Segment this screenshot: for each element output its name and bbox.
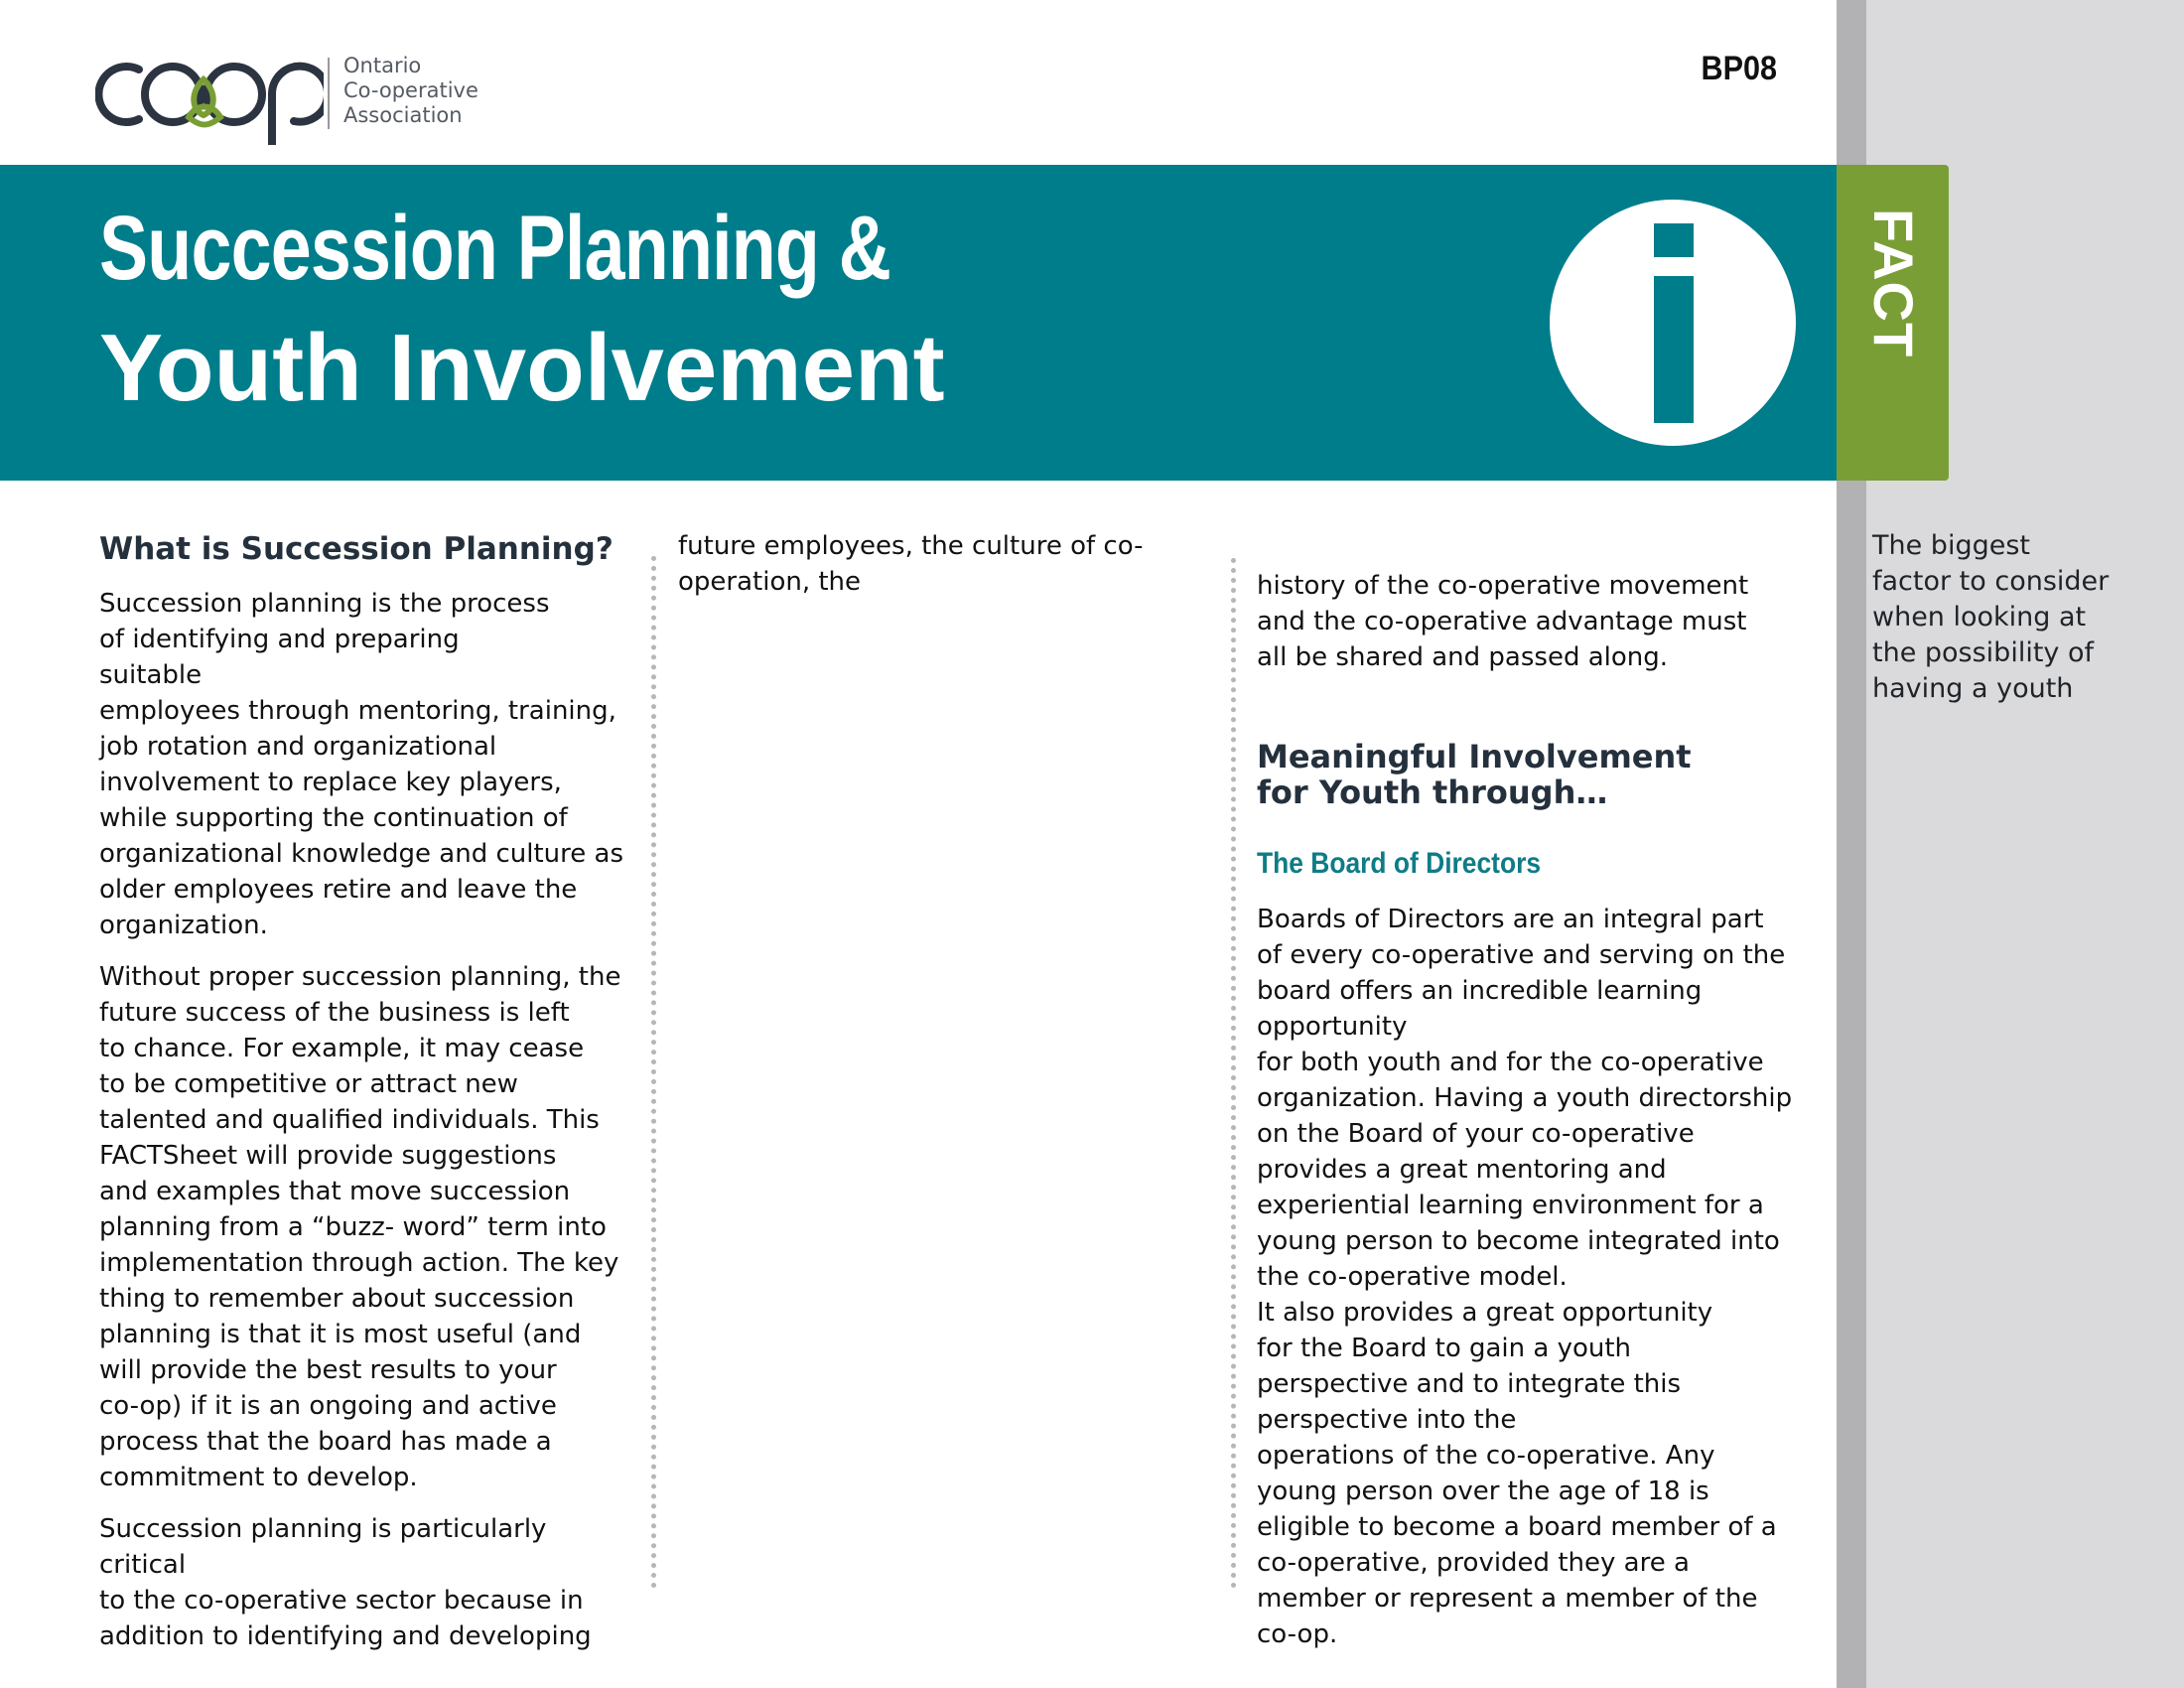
text-line: operations of the co-operative. Any bbox=[1257, 1441, 1715, 1471]
text-line: perspective and to integrate this bbox=[1257, 1369, 1682, 1399]
text-line: of every co-operative and serving on the bbox=[1257, 940, 1786, 970]
page-title-line2: Youth Involvement bbox=[99, 315, 945, 421]
text-line: to chance. For example, it may cease bbox=[99, 1034, 585, 1063]
text-line: for both youth and for the co-operative bbox=[1257, 1048, 1764, 1077]
logo-line: Co-operative bbox=[343, 78, 478, 102]
fact-tab-label: FACT bbox=[1862, 209, 1925, 358]
text-line: The biggest bbox=[1872, 530, 2030, 561]
column-divider bbox=[651, 556, 656, 1589]
text-line: implementation through action. The key bbox=[99, 1248, 619, 1278]
text-line: having a youth bbox=[1872, 673, 2074, 704]
column-1 bbox=[99, 528, 635, 1654]
text-line: to be competitive or attract new bbox=[99, 1069, 518, 1099]
logo-text bbox=[343, 54, 478, 128]
text-line: older employees retire and leave the bbox=[99, 875, 578, 905]
text-line: young person over the age of 18 is bbox=[1257, 1477, 1709, 1506]
text-line: member or represent a member of the bbox=[1257, 1584, 1758, 1614]
text-line: suitable bbox=[99, 660, 203, 690]
paragraph bbox=[1257, 902, 1803, 1652]
logo-line: Association bbox=[343, 103, 463, 127]
text-line: provides a great mentoring and bbox=[1257, 1155, 1667, 1185]
column-divider bbox=[1231, 558, 1236, 1589]
text-line: co-op. bbox=[1257, 1619, 1338, 1649]
text-line: for the Board to gain a youth bbox=[1257, 1334, 1632, 1363]
column-2 bbox=[678, 528, 1194, 600]
text-line: eligible to become a board member of a bbox=[1257, 1512, 1777, 1542]
text-line: and the co-operative advantage must bbox=[1257, 607, 1747, 636]
text-line: to the co-operative sector because in bbox=[99, 1586, 584, 1616]
text-line: while supporting the continuation of bbox=[99, 803, 568, 833]
section-heading bbox=[1257, 739, 1803, 810]
paragraph bbox=[99, 586, 635, 943]
text-line: factor to consider bbox=[1872, 566, 2110, 597]
text-line: the co-operative model. bbox=[1257, 1262, 1568, 1292]
text-line: perspective into the bbox=[1257, 1405, 1517, 1435]
document-code: BP08 bbox=[1701, 50, 1777, 87]
text-line: planning is that it is most useful (and bbox=[99, 1320, 582, 1349]
text-line: FACTSheet will provide suggestions bbox=[99, 1141, 557, 1171]
text-line: future success of the business is left bbox=[99, 998, 570, 1028]
paragraph bbox=[99, 959, 635, 1495]
text-line: experiential learning environment for a bbox=[1257, 1191, 1764, 1220]
text-line: process that the board has made a bbox=[99, 1427, 552, 1457]
text-line: the possibility of bbox=[1872, 637, 2095, 668]
text-line: and examples that move succession bbox=[99, 1177, 571, 1206]
text-line: thing to remember about succession bbox=[99, 1284, 575, 1314]
paragraph bbox=[1257, 568, 1803, 675]
text-line: organization. bbox=[99, 911, 268, 940]
logo-divider bbox=[328, 58, 330, 129]
text-line: will provide the best results to your bbox=[99, 1355, 557, 1385]
text-line: opportunity bbox=[1257, 1012, 1408, 1042]
text-line: co-operative, provided they are a bbox=[1257, 1548, 1690, 1578]
text-line: when looking at bbox=[1872, 602, 2087, 633]
text-line: history of the co-operative movement bbox=[1257, 571, 1749, 601]
text-line: all be shared and passed along. bbox=[1257, 642, 1669, 672]
text-line: Boards of Directors are an integral part bbox=[1257, 905, 1764, 934]
text-line: planning from a “buzz- word” term into bbox=[99, 1212, 607, 1242]
text-line: Succession planning is particularly critical bbox=[99, 1514, 547, 1580]
text-line: Succession planning is the process bbox=[99, 589, 550, 619]
heading-line: for Youth through… bbox=[1257, 774, 1608, 811]
logo-line: Ontario bbox=[343, 54, 422, 77]
section-heading: What is Succession Planning? bbox=[99, 531, 614, 567]
text-line: addition to identifying and developing bbox=[99, 1621, 592, 1651]
text-line: It also provides a great opportunity bbox=[1257, 1298, 1713, 1328]
text-line: Without proper succession planning, the bbox=[99, 962, 621, 992]
text-line: young person to become integrated into bbox=[1257, 1226, 1780, 1256]
text-line: future employees, the culture of co- bbox=[678, 531, 1144, 561]
coop-logo bbox=[95, 50, 492, 149]
subheading: The Board of Directors bbox=[1257, 847, 1542, 880]
text-line: organizational knowledge and culture as bbox=[99, 839, 623, 869]
page-title-line1: Succession Planning & bbox=[99, 198, 891, 299]
paragraph bbox=[678, 528, 1194, 600]
column-3 bbox=[1257, 568, 1803, 1652]
text-line: board offers an incredible learning bbox=[1257, 976, 1703, 1006]
text-line: organization. Having a youth directorship bbox=[1257, 1083, 1793, 1113]
text-line: co-op) if it is an ongoing and active bbox=[99, 1391, 557, 1421]
text-line: operation, the bbox=[678, 567, 862, 597]
text-line: employees through mentoring, training, bbox=[99, 696, 616, 726]
info-icon bbox=[1549, 199, 1797, 447]
sidebar-callout bbox=[1872, 528, 2160, 707]
text-line: talented and qualified individuals. This bbox=[99, 1105, 600, 1135]
text-line: involvement to replace key players, bbox=[99, 768, 562, 797]
text-line: of identifying and preparing bbox=[99, 625, 460, 654]
text-line: job rotation and organizational bbox=[99, 732, 497, 762]
paragraph bbox=[99, 1511, 635, 1654]
text-line: commitment to develop. bbox=[99, 1463, 418, 1492]
coop-logo-icon bbox=[95, 50, 324, 145]
text-line: on the Board of your co-operative bbox=[1257, 1119, 1695, 1149]
heading-line: Meaningful Involvement bbox=[1257, 738, 1692, 775]
